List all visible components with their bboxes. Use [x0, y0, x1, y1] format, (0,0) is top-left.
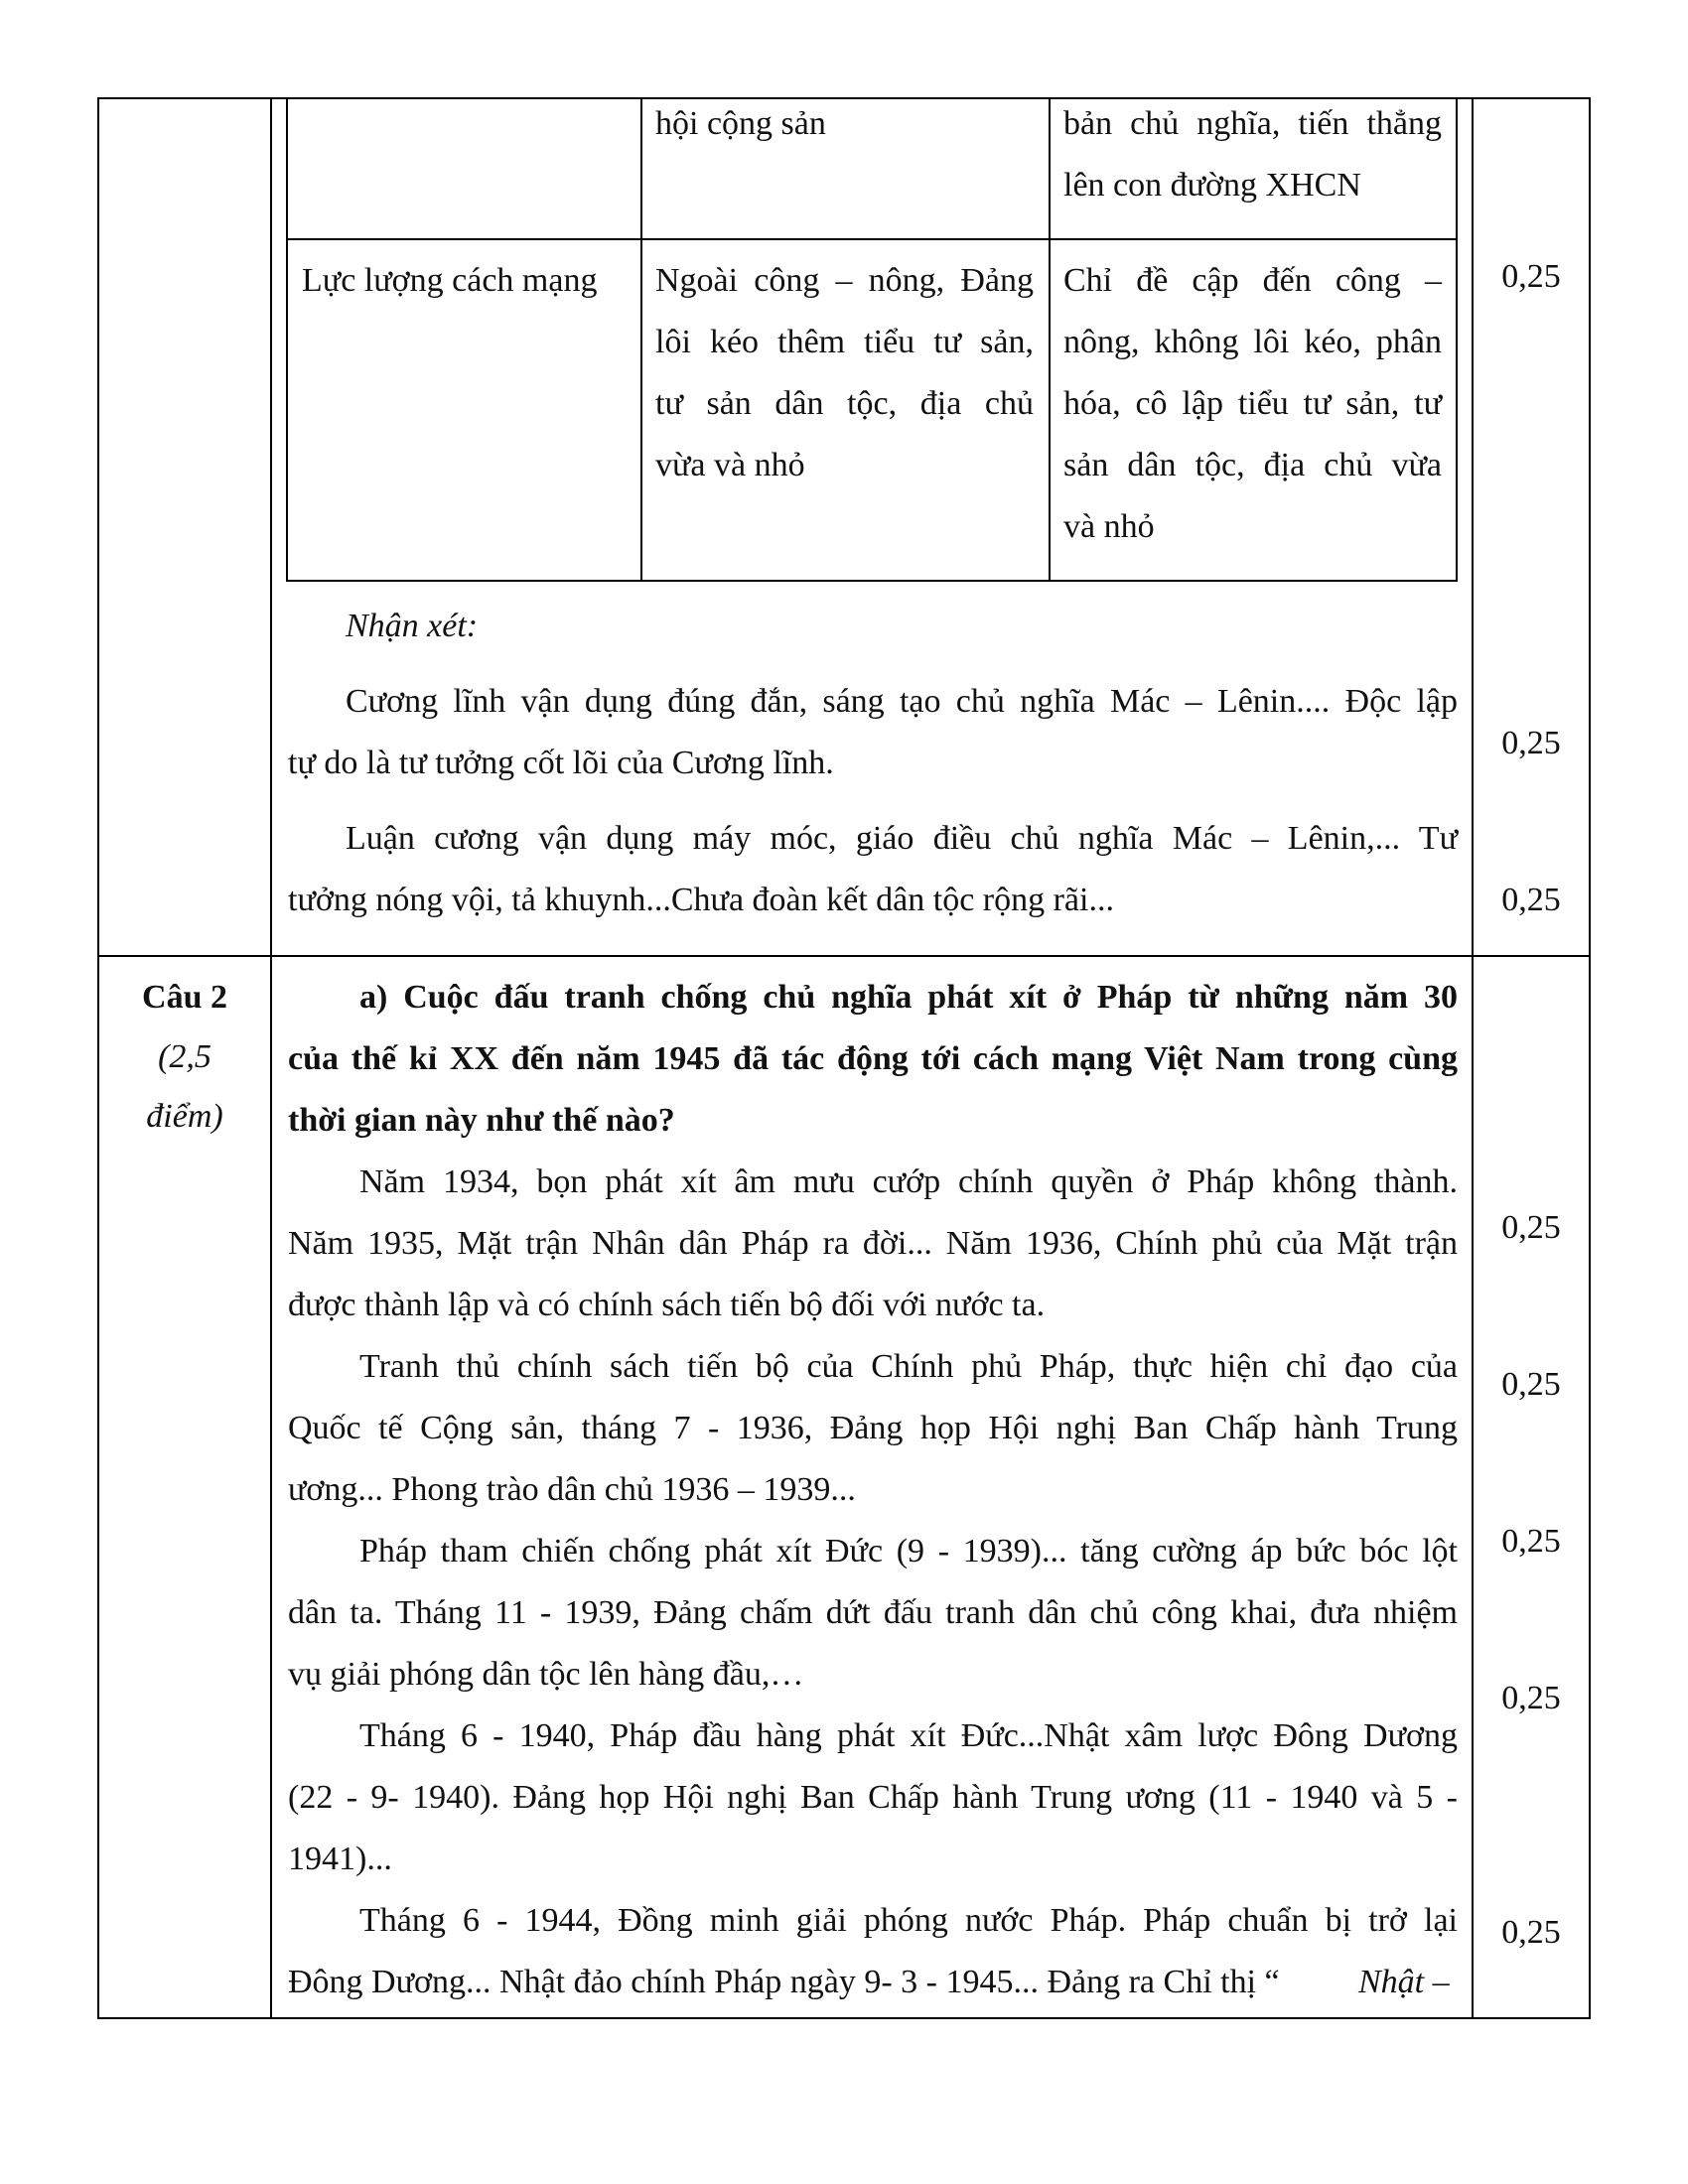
answer-p2-line3: ương... Phong trào dân chủ 1936 – 1939... — [288, 1471, 856, 1508]
inner-row2-col2-line3: tư sản dân tộc, địa chủ — [655, 385, 1034, 422]
comment-heading: Nhận xét: — [346, 608, 479, 644]
inner-row2-col3-line5: và nhỏ — [1063, 508, 1155, 545]
outer-col-divider-2 — [1472, 97, 1474, 2019]
inner-row1-col3-line2: lên con đường XHCN — [1063, 167, 1361, 204]
outer-table-right-border — [1589, 97, 1591, 2019]
inner-row2-col2-line1: Ngoài công – nông, Đảng — [655, 262, 1034, 299]
comment-p2-line2: tưởng nóng vội, tả khuynh...Chưa đoàn kết dân tộc rộng rãi... — [288, 882, 1114, 918]
answer-p2-line2: Quốc tế Cộng sản, tháng 7 - 1936, Đảng họp Hội nghị Ban Chấp hành Trung — [288, 1410, 1458, 1446]
answer-p5-line1: Tháng 6 - 1944, Đồng minh giải phóng nước Pháp. Pháp chuẩn bị trở lại — [359, 1902, 1458, 1939]
score-comment-p1: 0,25 — [1501, 725, 1561, 761]
score-answer-p3: 0,25 — [1501, 1523, 1561, 1560]
question-prompt-line2: của thế kỉ XX đến năm 1945 đã tác động tới cách mạng Việt Nam trong cùng — [288, 1040, 1458, 1077]
question-points-line1: (2,5 — [158, 1038, 211, 1075]
answer-p5-italic-end: Nhật – — [1358, 1964, 1450, 2000]
inner-table-bottom-border — [286, 580, 1458, 582]
answer-p3-line3: vụ giải phóng dân tộc lên hàng đầu,… — [288, 1656, 804, 1693]
inner-row1-col2-line1: hội cộng sản — [655, 105, 826, 142]
question-prompt-line3: thời gian này như thế nào? — [288, 1102, 675, 1139]
answer-p3-line2: dân ta. Tháng 11 - 1939, Đảng chấm dứt đấu tranh dân chủ công khai, đưa nhiệm — [288, 1594, 1458, 1631]
question-row-divider — [97, 955, 1591, 957]
inner-row-divider — [286, 238, 1458, 240]
inner-table-right-border — [1456, 97, 1458, 582]
comment-p2-line1: Luận cương vận dụng máy móc, giáo điều chủ nghĩa Mác – Lênin,... Tư — [346, 820, 1458, 857]
answer-p1-line3: được thành lập và có chính sách tiến bộ đối với nước ta. — [288, 1287, 1046, 1323]
answer-p1-line2: Năm 1935, Mặt trận Nhân dân Pháp ra đời... Năm 1936, Chính phủ của Mặt trận — [288, 1225, 1458, 1262]
inner-table-left-border — [286, 97, 288, 582]
score-comment-p2: 0,25 — [1501, 882, 1561, 918]
question-label: Câu 2 — [142, 979, 227, 1016]
outer-table-bottom-border — [97, 2017, 1591, 2019]
inner-row2-col3-line2: nông, không lôi kéo, phân — [1063, 324, 1442, 360]
score-answer-p2: 0,25 — [1501, 1366, 1561, 1403]
score-answer-p5: 0,25 — [1501, 1914, 1561, 1951]
answer-p5-line2-text: Đông Dương... Nhật đảo chính Pháp ngày 9- 3 - 1945... Đảng ra Chỉ thị “ — [288, 1964, 1280, 2000]
inner-row2-col3-line3: hóa, cô lập tiểu tư sản, tư — [1063, 385, 1442, 422]
score-answer-p3b: 0,25 — [1501, 1680, 1561, 1716]
answer-p4-line3: 1941)... — [288, 1841, 392, 1877]
answer-p1-line1: Năm 1934, bọn phát xít âm mưu cướp chính quyền ở Pháp không thành. — [359, 1163, 1458, 1200]
inner-row2-col3-line1: Chỉ đề cập đến công – — [1063, 262, 1442, 299]
question-prompt-line1: a) Cuộc đấu tranh chống chủ nghĩa phát xít ở Pháp từ những năm 30 — [359, 979, 1458, 1016]
answer-p3-line1: Pháp tham chiến chống phát xít Đức (9 - 1939)... tăng cường áp bức bóc lột — [359, 1533, 1458, 1570]
question-points-line2: điểm) — [146, 1098, 223, 1135]
answer-p2-line1: Tranh thủ chính sách tiến bộ của Chính phủ Pháp, thực hiện chỉ đạo của — [359, 1348, 1458, 1385]
inner-col-divider-1 — [640, 97, 642, 582]
inner-col-divider-2 — [1049, 97, 1051, 582]
answer-p4-line1: Tháng 6 - 1940, Pháp đầu hàng phát xít Đức...Nhật xâm lược Đông Dương — [359, 1717, 1458, 1754]
comment-p1-line1: Cương lĩnh vận dụng đúng đắn, sáng tạo chủ nghĩa Mác – Lênin.... Độc lập — [346, 683, 1458, 720]
comment-p1-line2: tự do là tư tưởng cốt lõi của Cương lĩnh. — [288, 745, 834, 781]
answer-p4-line2: (22 - 9- 1940). Đảng họp Hội nghị Ban Chấp hành Trung ương (11 - 1940 và 5 - — [288, 1779, 1458, 1816]
inner-row1-col3-line1: bản chủ nghĩa, tiến thẳng — [1063, 105, 1442, 142]
inner-row2-col2-line4: vừa và nhỏ — [655, 447, 805, 483]
outer-col-divider-1 — [270, 97, 272, 2019]
inner-row2-col1: Lực lượng cách mạng — [302, 262, 598, 299]
inner-row2-col2-line2: lôi kéo thêm tiểu tư sản, — [655, 324, 1034, 360]
inner-row2-col3-line4: sản dân tộc, địa chủ vừa — [1063, 447, 1442, 483]
score-inner-row2: 0,25 — [1501, 258, 1561, 295]
score-answer-p1: 0,25 — [1501, 1209, 1561, 1246]
answer-p5-line2 — [288, 1952, 1458, 2013]
